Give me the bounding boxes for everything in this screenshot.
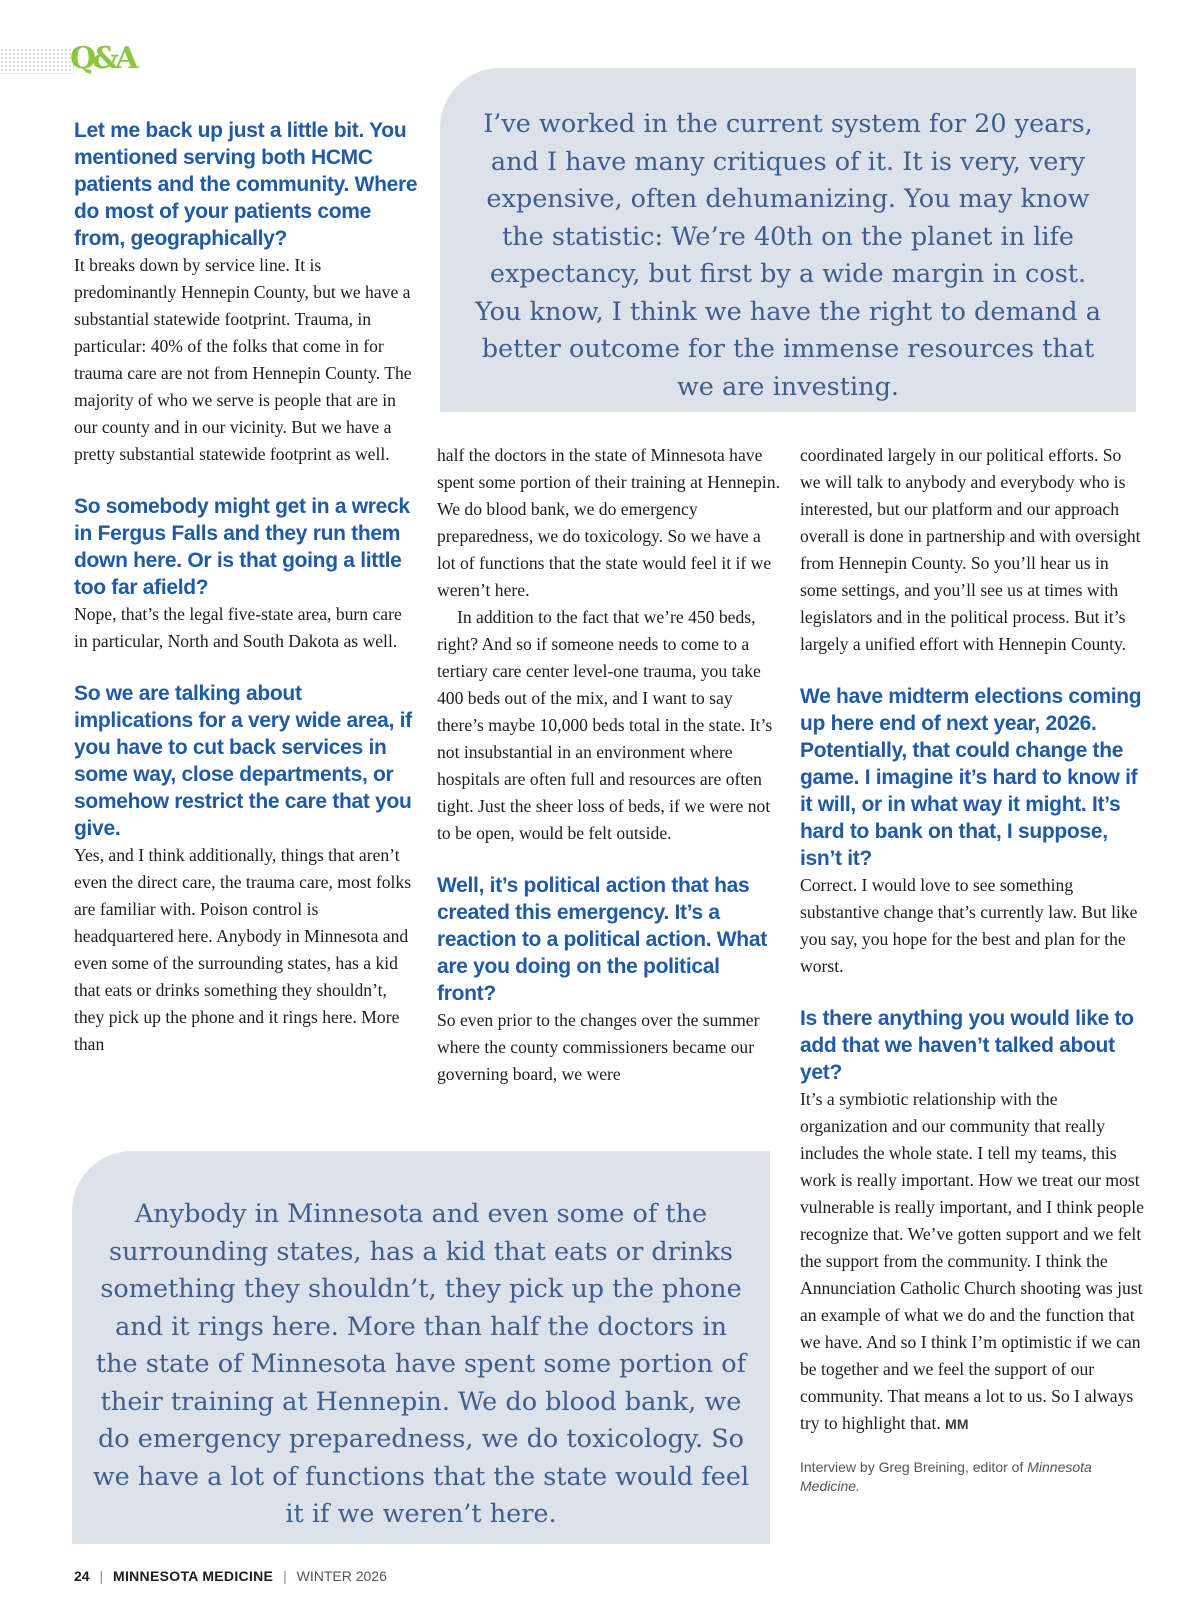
answer-5: Correct. I would love to see something substantive change that’s currently law. But like you say, you hope for the best and plan for the worst. <box>800 875 1138 976</box>
question-6: Is there anything you would like to add that we haven’t talked about yet? <box>800 1007 1134 1084</box>
column-3 <box>800 442 1144 1496</box>
pull-quote-top <box>440 68 1136 412</box>
answer-3: Yes, and I think additionally, things that aren’t even the direct care, the trauma care, most folks are familiar with. Poison control is headquartered here. Anybody in Minnesota and even some of the surrounding states, has a kid that eats or drinks something they shouldn’t, they pick up the phone and it rings here. More than <box>74 845 412 1054</box>
pull-quote-top-text: I’ve worked in the current system for 20 years, and I have many critiques of it. It is very, very expensive, often dehumanizing. You may know the statistic: We’re 40th on the planet in life expectancy, but first by a wide margin in cost. You know, I think we have the right to demand a better outcome for the immense resources that we are investing. <box>475 109 1101 402</box>
question-5: We have midterm elections coming up here end of next year, 2026. Potentially, that could change the game. I imagine it’s hard to know if it will, or in what way it might. It’s hard to bank on that, I suppose, isn’t it? <box>800 685 1142 870</box>
page-footer <box>74 1568 387 1584</box>
qa-logo <box>0 40 135 85</box>
credit-publication: Minnesota Medicine. <box>800 1459 1092 1494</box>
answer-6-text: It’s a symbiotic relationship with the organization and our community that really includes the whole state. I tell my teams, this work is really important. How we treat our most vulnerable is really important, and I think people recognize that. We’ve gotten support and we felt the support from the community. I think the Annunciation Catholic Church shooting was just an example of what we do and the function that we have. And so I think I’m optimistic if we can be together and we feel the support of our community. That means a lot to us. So I always try to highlight that. <box>800 1089 1144 1433</box>
answer-1: It breaks down by service line. It is predominantly Hennepin County, but we have a substantial statewide footprint. Trauma, in particular: 40% of the folks that come in for trauma care are not from Hennepin County. The majority of who we serve is people that are in our county and in our vicinity. But we have a pretty substantial statewide footprint as well. <box>74 255 412 464</box>
footer-divider: | <box>99 1568 104 1584</box>
answer-3-continued: half the doctors in the state of Minnesota have spent some portion of their training at Hennepin. We do blood bank, we do emergency preparedness, we do toxicology. So we have a lot of functions that the state would feel it if we weren’t here. <box>437 445 781 600</box>
question-4: Well, it’s political action that has created this emergency. It’s a reaction to a political action. What are you doing on the political front? <box>437 874 767 1005</box>
page-number: 24 <box>74 1568 90 1584</box>
footer-divider-2: | <box>283 1568 287 1584</box>
column-2 <box>437 442 781 1088</box>
logo-text: Q&A <box>70 41 135 76</box>
question-2: So somebody might get in a wreck in Fergus Falls and they run them down here. Or is that going a little too far afield? <box>74 495 410 599</box>
column-1 <box>74 117 418 1058</box>
question-1: Let me back up just a little bit. You mentioned serving both HCMC patients and the community. Where do most of your patients come from, geographically? <box>74 119 418 250</box>
pull-quote-bottom <box>72 1151 770 1544</box>
interview-credit <box>800 1458 1144 1496</box>
answer-2: Nope, that’s the legal five-state area, burn care in particular, North and South Dakota as well. <box>74 604 402 651</box>
question-3: So we are talking about implications for a very wide area, if you have to cut back services in some way, close departments, or somehow restrict the care that you give. <box>74 682 412 840</box>
answer-6 <box>800 1086 1144 1438</box>
answer-3-paragraph-2: In addition to the fact that we’re 450 beds, right? And so if someone needs to come to a tertiary care center level-one trauma, you take 400 beds out of the mix, and I want to say there’s maybe 10,000 beds total in the state. It’s not insubstantial in an environment where hospitals are often full and resources are often tight. Just the sheer loss of beds, if we were not to be open, would be felt outside. <box>437 607 773 843</box>
answer-4-continued: coordinated largely in our political efforts. So we will talk to anybody and everybody who is interested, but our platform and our approach overall is done in partnership and with oversight from Hennepin County. So you’ll hear us in some settings, and you’ll see us at times with legislators and in the political process. But it’s largely a unified effort with Hennepin County. <box>800 445 1141 654</box>
end-mark: MM <box>945 1416 969 1432</box>
pull-quote-bottom-text: Anybody in Minnesota and even some of the surrounding states, has a kid that eats or drinks something they shouldn’t, they pick up the phone and it rings here. More than half the doctors in the state of Minnesota have spent some portion of their training at Hennepin. We do blood bank, we do emergency preparedness, we do toxicology. So we have a lot of functions that the state would feel it if we weren’t here. <box>92 1199 750 1529</box>
publication-name: MINNESOTA MEDICINE <box>113 1568 274 1584</box>
answer-4: So even prior to the changes over the summer where the county commissioners became our governing board, we were <box>437 1010 760 1084</box>
issue-date: WINTER 2026 <box>296 1568 387 1584</box>
credit-text: Interview by Greg Breining, editor of <box>800 1459 1024 1475</box>
